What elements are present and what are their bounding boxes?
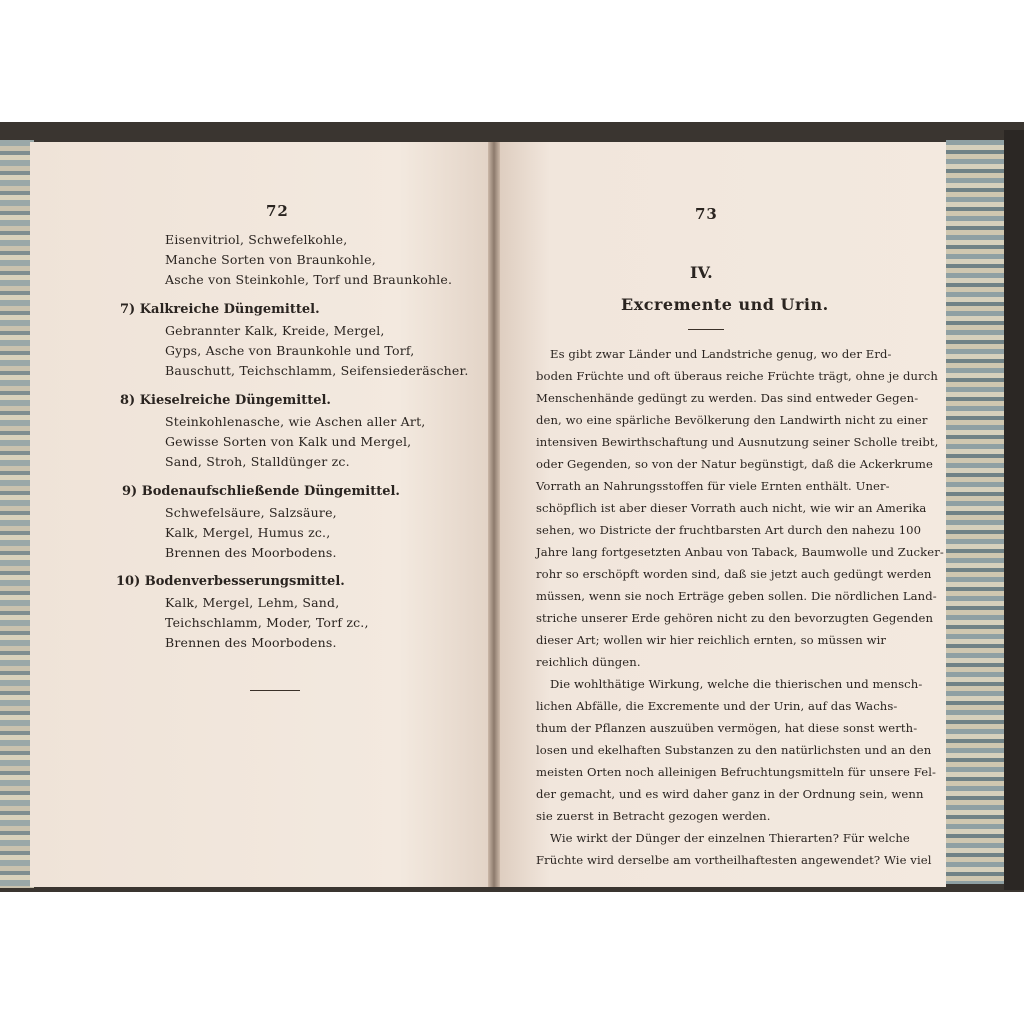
body-line: oder Gegenden, so von der Natur begünstigt, daß die Ackerkrume <box>536 457 933 471</box>
body-line: Die wohlthätige Wirkung, welche die thierischen und mensch- <box>550 677 923 691</box>
intro-line: Eisenvitriol, Schwefelkohle, <box>165 232 348 247</box>
body-line: striche unserer Erde gehören nicht zu den bevorzugten Gegenden <box>536 611 934 625</box>
body-line: Menschenhände gedüngt zu werden. Das sind entweder Gegen- <box>536 391 919 405</box>
body-line: rohr so erschöpft worden sind, daß sie jetzt auch gedüngt werden <box>536 567 932 581</box>
section-line: Brennen des Moorbodens. <box>165 635 337 650</box>
left-page-edges <box>0 140 34 888</box>
section-heading-8: 8) Kieselreiche Düngemittel. <box>120 393 331 408</box>
section-line: Brennen des Moorbodens. <box>165 545 337 560</box>
body-line: losen und ekelhaften Substanzen zu den natürlichsten und an den <box>536 743 932 757</box>
book-cover-edge <box>1004 130 1024 890</box>
body-line: Es gibt zwar Länder und Landstriche genug, wo der Erd- <box>550 347 892 361</box>
body-line: müssen, wenn sie noch Erträge geben sollen. Die nördlichen Land- <box>536 589 937 603</box>
body-line: sie zuerst in Betracht gezogen werden. <box>536 809 771 823</box>
body-line: schöpflich ist aber dieser Vorrath auch nicht, wie wir an Amerika <box>536 501 927 515</box>
right-page-edges <box>946 140 1004 884</box>
body-line: dieser Art; wollen wir hier reichlich ernten, so müssen wir <box>536 633 887 647</box>
body-line: Früchte wird derselbe am vortheilhaftesten angewendet? Wie viel <box>536 853 932 867</box>
body-line: meisten Orten noch alleinigen Befruchtungsmitteln für unsere Fel- <box>536 765 937 779</box>
chapter-title: Excremente und Urin. <box>621 295 829 314</box>
section-line: Steinkohlenasche, wie Aschen aller Art, <box>165 414 426 429</box>
section-line: Gewisse Sorten von Kalk und Mergel, <box>165 434 412 449</box>
intro-line: Asche von Steinkohle, Torf und Braunkohle. <box>165 272 453 287</box>
body-line: Wie wirkt der Dünger der einzelnen Thierarten? Für welche <box>550 831 910 845</box>
section-line: Sand, Stroh, Stalldünger zc. <box>165 454 350 469</box>
title-rule <box>688 329 724 330</box>
section-line: Bauschutt, Teichschlamm, Seifensiederäscher. <box>165 363 469 378</box>
body-line: sehen, wo Districte der fruchtbarsten Art durch den nahezu 100 <box>536 523 922 537</box>
section-line: Kalk, Mergel, Lehm, Sand, <box>165 595 340 610</box>
body-line: intensiven Bewirthschaftung und Ausnutzung seiner Scholle treibt, <box>536 435 939 449</box>
section-line: Gebrannter Kalk, Kreide, Mergel, <box>165 323 385 338</box>
section-line: Schwefelsäure, Salzsäure, <box>165 505 337 520</box>
body-line: der gemacht, und es wird daher ganz in der Ordnung sein, wenn <box>536 787 924 801</box>
body-line: boden Früchte und oft überaus reiche Früchte trägt, ohne je durch <box>536 369 938 383</box>
left-page-end-rule <box>250 690 300 691</box>
section-heading-7: 7) Kalkreiche Düngemittel. <box>120 302 320 317</box>
section-line: Kalk, Mergel, Humus zc., <box>165 525 331 540</box>
book-gutter <box>488 142 500 887</box>
body-line: den, wo eine spärliche Bevölkerung den Landwirth nicht zu einer <box>536 413 928 427</box>
body-line: lichen Abfälle, die Excremente und der Urin, auf das Wachs- <box>536 699 898 713</box>
right-page-number: 73 <box>695 205 718 223</box>
body-line: thum der Pflanzen auszuüben vermögen, hat diese sonst werth- <box>536 721 918 735</box>
body-line: Jahre lang fortgesetzten Anbau von Taback, Baumwolle und Zucker- <box>536 545 944 559</box>
section-heading-10: 10) Bodenverbesserungsmittel. <box>116 574 345 589</box>
left-page-number: 72 <box>266 202 289 220</box>
section-heading-9: 9) Bodenaufschließende Düngemittel. <box>122 484 400 499</box>
body-line: reichlich düngen. <box>536 655 641 669</box>
body-line: Vorrath an Nahrungsstoffen für viele Ernten enthält. Uner- <box>536 479 890 493</box>
intro-line: Manche Sorten von Braunkohle, <box>165 252 376 267</box>
section-line: Gyps, Asche von Braunkohle und Torf, <box>165 343 415 358</box>
section-line: Teichschlamm, Moder, Torf zc., <box>165 615 369 630</box>
chapter-number: IV. <box>690 263 713 282</box>
